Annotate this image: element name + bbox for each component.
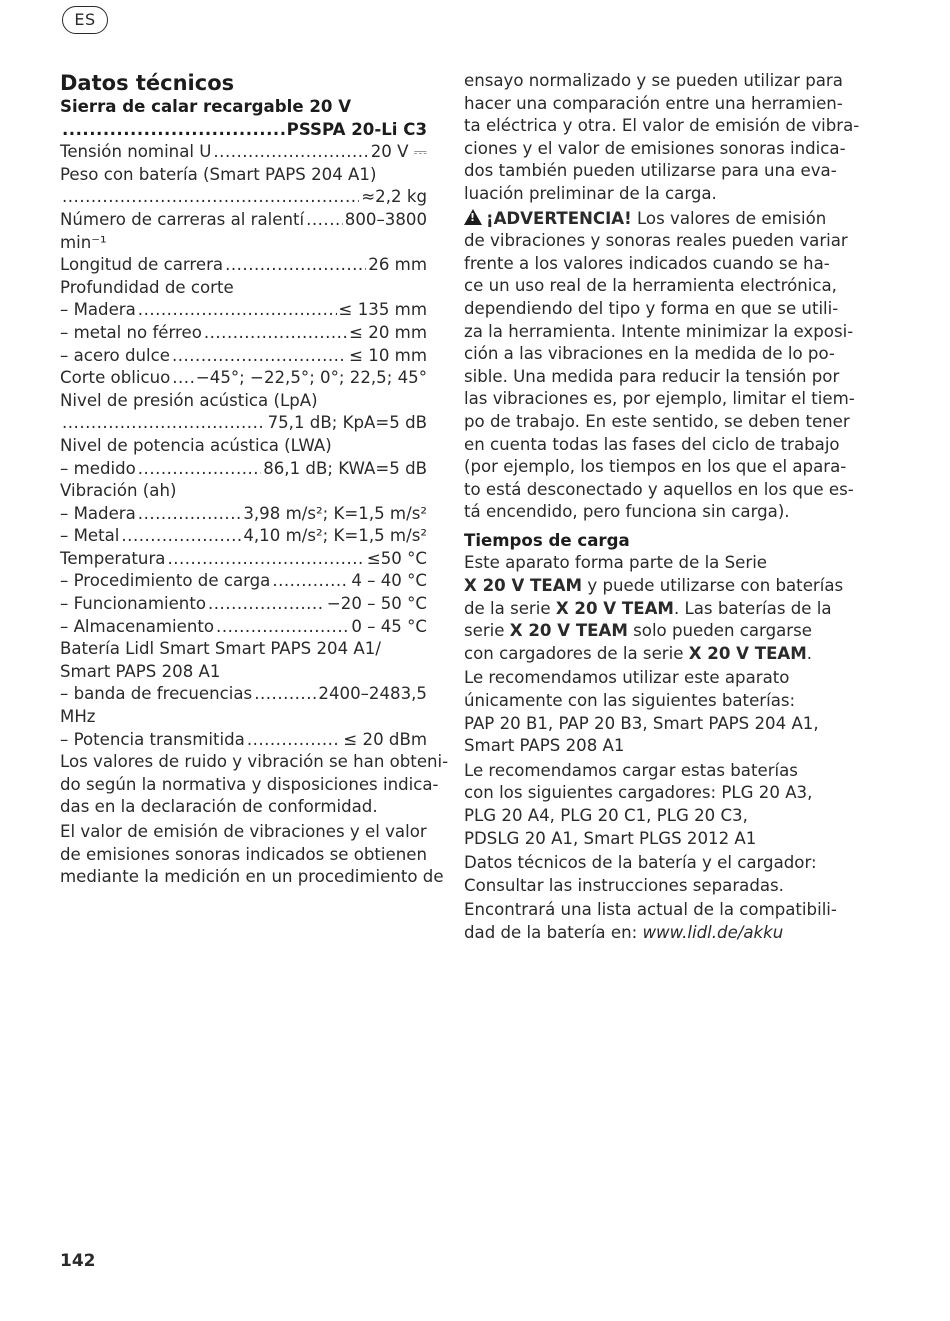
spec-cut-wood: – Madera ..... ≤ 135 mm [60,299,427,322]
spec-strokes: Número de carreras al ralentí ..... 800–3800 [60,209,427,232]
spec-swl-measured: – medido ..... 86,1 dB; KWA=5 dB [60,458,427,481]
spec-vib-metal: – Metal ..... 4,10 m/s²; K=1,5 m/s² [60,525,427,548]
spec-battery-line1: Batería Lidl Smart Smart PAPS 204 A1/ [60,639,381,659]
paragraph-noise-values: Los valores de ruido y vibración se han obteni- do según la normativa y disposiciones indica- das en la declaración de conformidad. [60,752,449,817]
spec-vibration-label: Vibración (ah) [60,481,177,501]
spec-spl-value: ..... 75,1 dB; KpA=5 dB [60,412,427,435]
spec-frequency: – banda de frecuencias ..... 2400–2483,5 [60,683,427,706]
paragraph-compatibility: Encontrará una lista actual de la compatibili- dad de la batería en: www.lidl.de/akku [464,900,837,942]
page-title: Datos técnicos [60,71,235,95]
spec-cut-depth-label: Profundidad de corte [60,277,234,297]
spec-swl-label: Nivel de potencia acústica (LWA) [60,435,332,455]
spec-tx-power: – Potencia transmitida ..... ≤ 20 dBm [60,729,427,752]
paragraph-recommended-chargers: Le recomendamos cargar estas baterías con los siguientes cargadores: PLG 20 A3, PLG 20 A4, PLG 20 C1, PLG 20 C3, PDSLG 20 A1, Smart PLGS 2012 A1 [464,760,813,848]
spec-temp-operation: – Funcionamiento ..... −20 – 50 °C [60,593,427,616]
spec-voltage: Tensión nominal U ..... 20 V ⎓ [60,141,427,164]
spec-frequency-unit: MHz [60,707,96,727]
spec-stroke-length: Longitud de carrera ..... 26 mm [60,254,427,277]
paragraph-continued: ensayo normalizado y se pueden utilizar para hacer una comparación entre una herramien- ta eléctrica y otra. El valor de emisión de vibra- ciones y el valor de emisiones sonoras indica- dos también pueden utilizarse para una eva- luación preliminar de la carga. [464,71,860,203]
product-title: Sierra de calar recargable 20 V [60,97,352,116]
spec-cut-mild-steel: – acero dulce ..... ≤ 10 mm [60,345,427,368]
paragraph-tech-data: Datos técnicos de la batería y el cargador: Consultar las instrucciones separadas. [464,853,817,895]
spec-weight-value: ..... ≈2,2 kg [60,186,427,209]
warning-icon [464,209,482,225]
spec-vib-wood: – Madera ..... 3,98 m/s²; K=1,5 m/s² [60,503,427,526]
language-badge: ES [62,6,108,34]
spec-temperature: Temperatura ..... ≤50 °C [60,548,427,571]
warning-block: !¡ADVERTENCIA! Los valores de emisión de vibraciones y sonoras reales pueden variar frente a los valores indicados cuando se ha- ce un uso real de la herramienta electrónica, dependiendo del tipo y forma en que se utili- za la herramienta. Intente minimizar la exposi- ción a las vibraciones en la medida de lo po- sible. Una medida para reducir la tensión por las vibraciones es, por ejemplo, limitar el tiem- po de trabajo. En este sentido, se deben tener en cuenta todas las fases del ciclo de trabajo (por ejemplo, los tiempos en los que el apara- to está desconectado y aquellos en los que es- tá encendido, pero funciona sin carga). [464,208,836,524]
paragraph-recommended-batteries: Le recomendamos utilizar este aparato únicamente con las siguientes baterías: PAP 20 B1, PAP 20 B3, Smart PAPS 204 A1, Smart PAPS 208 A1 [464,668,819,756]
page-number: 142 [60,1251,96,1271]
spec-temp-charging: – Procedimiento de carga ..... 4 – 40 °C [60,570,427,593]
spec-cut-nonferrous: – metal no férreo ..... ≤ 20 mm [60,322,427,345]
warning-title: ¡ADVERTENCIA! [486,208,632,228]
paragraph-series: Este aparato forma parte de la Serie X 20 V TEAM y puede utilizarse con baterías de la serie X 20 V TEAM. Las baterías de la serie X 20 V TEAM solo pueden cargarse con cargadores de la serie X 20 V TEAM. [464,553,844,663]
spec-spl-label: Nivel de presión acústica (LpA) [60,390,318,410]
left-column [60,70,449,891]
paragraph-emission-values: El valor de emisión de vibraciones y el valor de emisiones sonoras indicados se obtienen mediante la medición en un procedimiento de [60,822,444,887]
right-column [464,70,860,947]
spec-weight-label: Peso con batería (Smart PAPS 204 A1) [60,164,377,184]
spec-strokes-unit: min⁻¹ [60,232,107,252]
model-line: ..... PSSPA 20-Li C3 [60,119,427,142]
spec-temp-storage: – Almacenamiento ..... 0 – 45 °C [60,616,427,639]
compatibility-link[interactable]: www.lidl.de/akku [642,922,784,942]
section-heading-charge-times: Tiempos de carga [464,530,630,550]
spec-bevel: Corte oblicuo ..... −45°; −22,5°; 0°; 22,5; 45° [60,367,427,390]
spec-battery-line2: Smart PAPS 208 A1 [60,661,221,681]
